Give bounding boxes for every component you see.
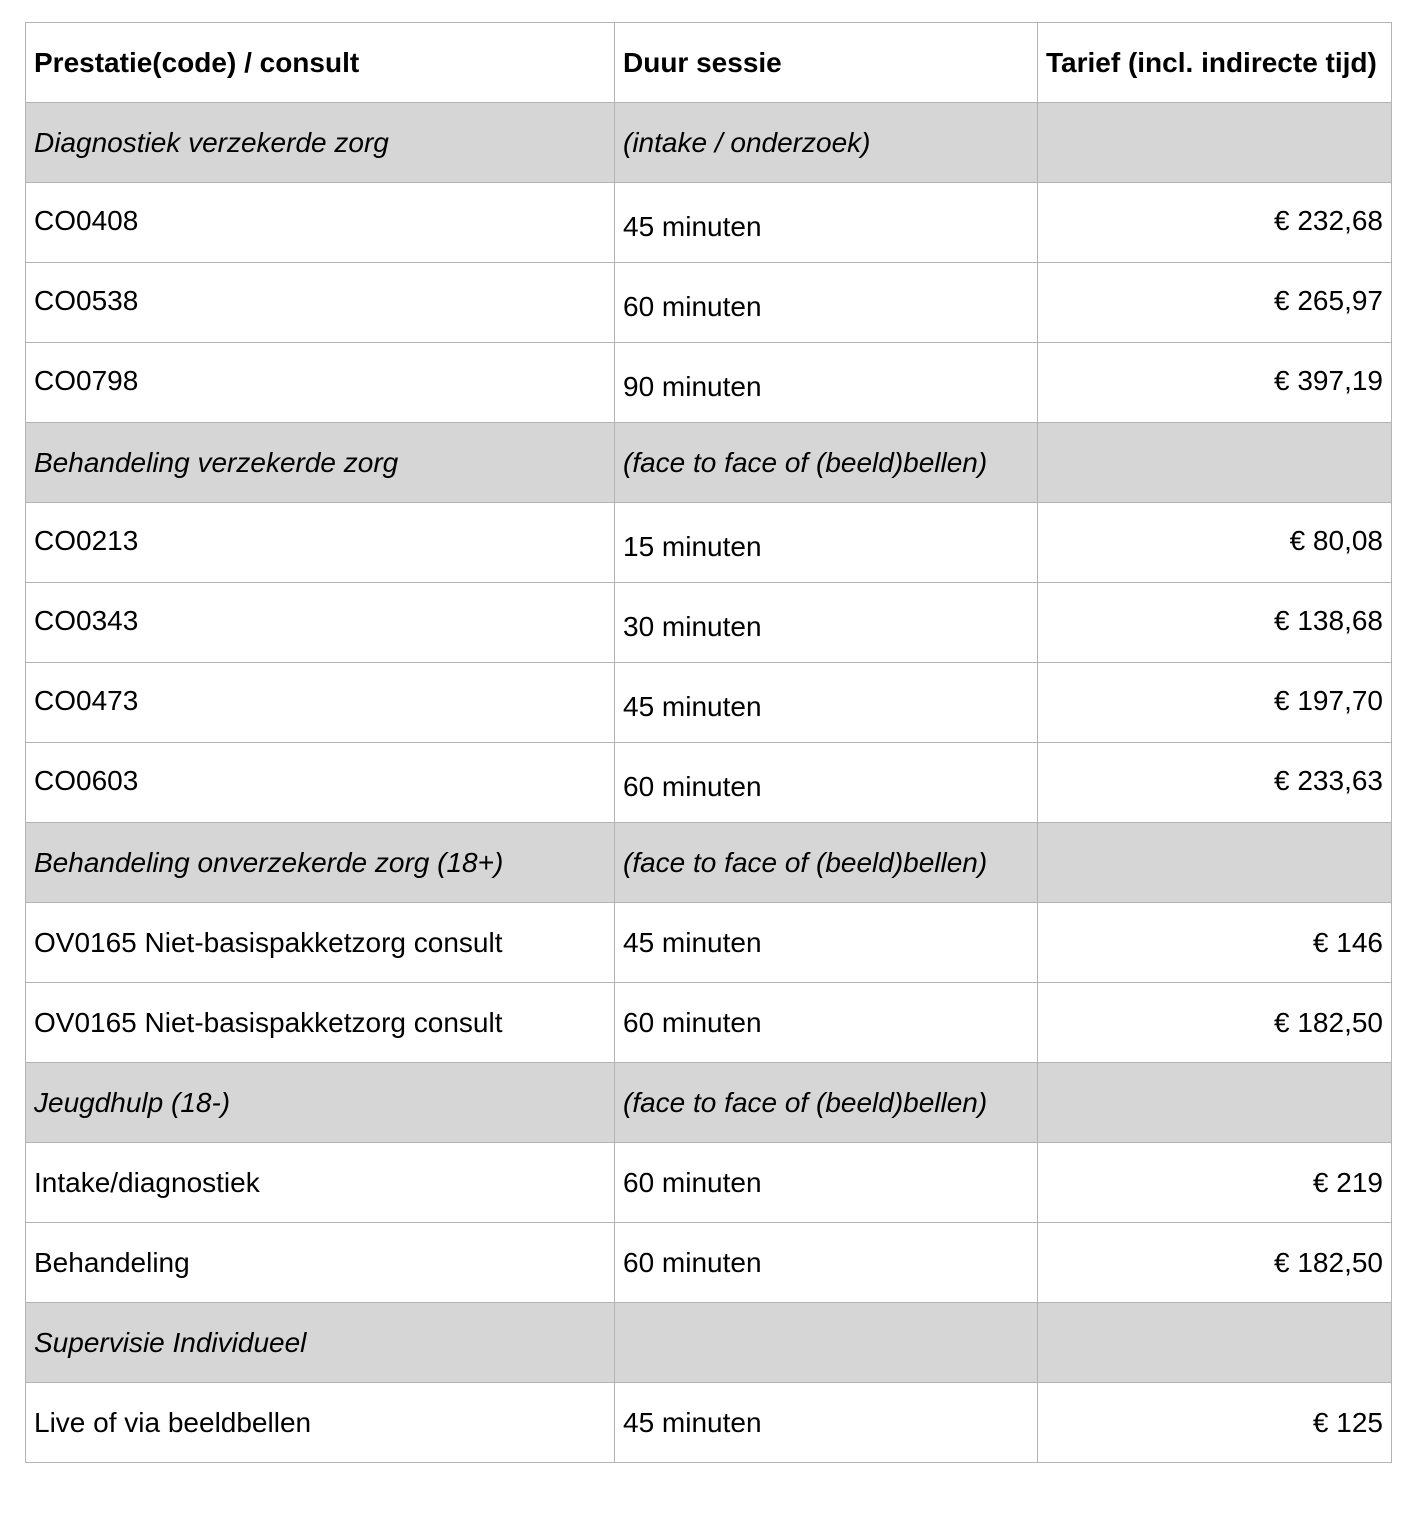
section-row	[26, 1063, 1392, 1143]
cell-duur: (face to face of (beeld)bellen)	[615, 823, 1038, 903]
cell-tarief: € 138,68	[1038, 583, 1392, 663]
cell-tarief	[1038, 1303, 1392, 1383]
cell-prestatie: Jeugdhulp (18-)	[26, 1063, 615, 1143]
section-row	[26, 423, 1392, 503]
cell-prestatie: CO0213	[26, 503, 615, 583]
cell-prestatie: Behandeling	[26, 1223, 615, 1303]
cell-tarief: € 397,19	[1038, 343, 1392, 423]
cell-tarief: € 233,63	[1038, 743, 1392, 823]
cell-prestatie: Live of via beeldbellen	[26, 1383, 615, 1463]
cell-prestatie: CO0343	[26, 583, 615, 663]
cell-duur: 60 minuten	[615, 263, 1038, 343]
table-row	[26, 583, 1392, 663]
cell-tarief: € 232,68	[1038, 183, 1392, 263]
cell-duur: 45 minuten	[615, 663, 1038, 743]
table-row	[26, 983, 1392, 1063]
cell-duur: 90 minuten	[615, 343, 1038, 423]
cell-duur: 60 minuten	[615, 1223, 1038, 1303]
table-row	[26, 663, 1392, 743]
cell-duur: 45 minuten	[615, 183, 1038, 263]
section-row	[26, 1303, 1392, 1383]
cell-tarief: € 265,97	[1038, 263, 1392, 343]
cell-duur: 45 minuten	[615, 903, 1038, 983]
cell-tarief	[1038, 1063, 1392, 1143]
cell-tarief	[1038, 823, 1392, 903]
cell-duur: 15 minuten	[615, 503, 1038, 583]
section-row	[26, 823, 1392, 903]
header-duur: Duur sessie	[615, 23, 1038, 103]
cell-duur: 45 minuten	[615, 1383, 1038, 1463]
cell-prestatie: Behandeling onverzekerde zorg (18+)	[26, 823, 615, 903]
cell-prestatie: CO0538	[26, 263, 615, 343]
cell-prestatie: Behandeling verzekerde zorg	[26, 423, 615, 503]
cell-tarief: € 146	[1038, 903, 1392, 983]
cell-duur: 60 minuten	[615, 743, 1038, 823]
cell-prestatie: CO0798	[26, 343, 615, 423]
cell-tarief: € 182,50	[1038, 1223, 1392, 1303]
cell-tarief: € 197,70	[1038, 663, 1392, 743]
cell-duur: 30 minuten	[615, 583, 1038, 663]
cell-prestatie: CO0473	[26, 663, 615, 743]
cell-prestatie: CO0408	[26, 183, 615, 263]
cell-tarief	[1038, 103, 1392, 183]
cell-duur: (face to face of (beeld)bellen)	[615, 1063, 1038, 1143]
cell-duur: 60 minuten	[615, 983, 1038, 1063]
header-prestatie: Prestatie(code) / consult	[26, 23, 615, 103]
table-row	[26, 1383, 1392, 1463]
table-row	[26, 343, 1392, 423]
cell-tarief	[1038, 423, 1392, 503]
cell-prestatie: Diagnostiek verzekerde zorg	[26, 103, 615, 183]
table-row	[26, 263, 1392, 343]
cell-prestatie: Supervisie Individueel	[26, 1303, 615, 1383]
table-row	[26, 903, 1392, 983]
table-row	[26, 743, 1392, 823]
cell-prestatie: OV0165 Niet-basispakketzorg consult	[26, 903, 615, 983]
table-row	[26, 1143, 1392, 1223]
cell-duur: (face to face of (beeld)bellen)	[615, 423, 1038, 503]
header-tarief: Tarief (incl. indirecte tijd)	[1038, 23, 1392, 103]
cell-prestatie: OV0165 Niet-basispakketzorg consult	[26, 983, 615, 1063]
cell-duur: (intake / onderzoek)	[615, 103, 1038, 183]
cell-prestatie: CO0603	[26, 743, 615, 823]
section-row	[26, 103, 1392, 183]
cell-tarief: € 80,08	[1038, 503, 1392, 583]
table-row	[26, 1223, 1392, 1303]
table-row	[26, 503, 1392, 583]
cell-tarief: € 219	[1038, 1143, 1392, 1223]
table-row	[26, 183, 1392, 263]
cell-duur	[615, 1303, 1038, 1383]
cell-tarief: € 182,50	[1038, 983, 1392, 1063]
cell-prestatie: Intake/diagnostiek	[26, 1143, 615, 1223]
cell-tarief: € 125	[1038, 1383, 1392, 1463]
rates-table	[25, 22, 1392, 1463]
table-header-row	[26, 23, 1392, 103]
cell-duur: 60 minuten	[615, 1143, 1038, 1223]
